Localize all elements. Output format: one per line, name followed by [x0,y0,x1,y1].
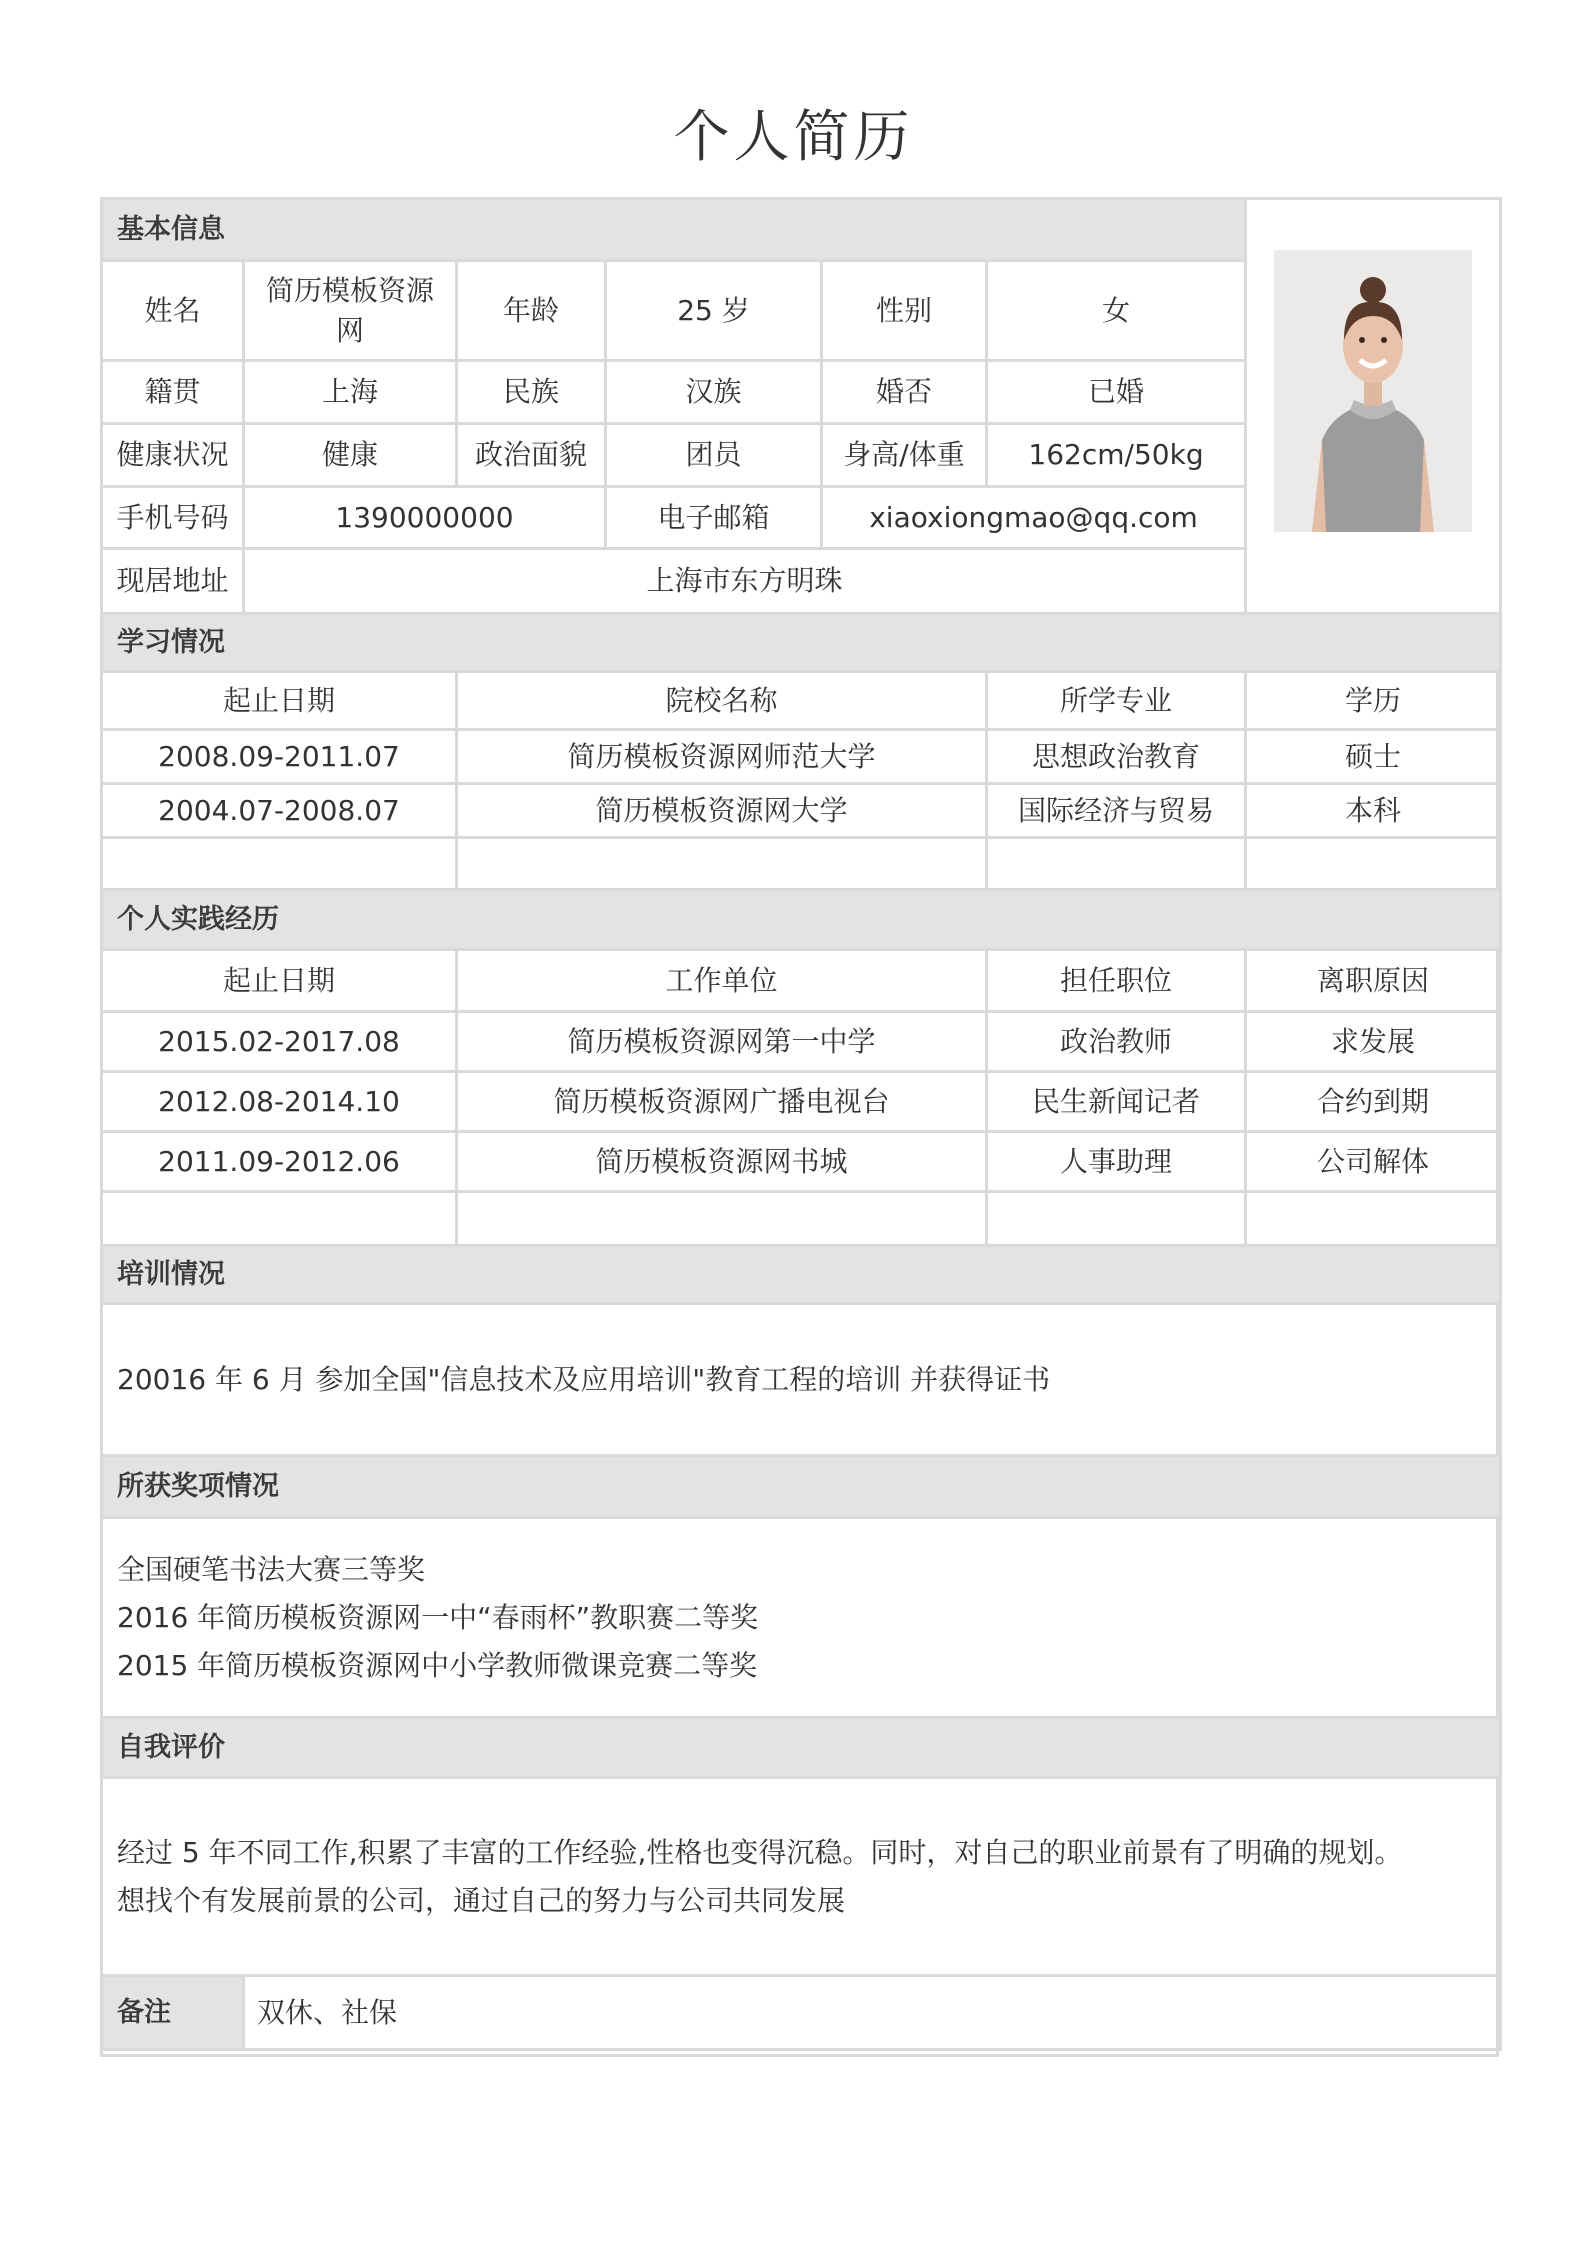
self-eval-line: 想找个有发展前景的公司，通过自己的努力与公司共同发展 [117,1883,846,1917]
practice-col-date: 起止日期 [102,950,457,1012]
self-eval-line: 经过 5 年不同工作,积累了丰富的工作经验,性格也变得沉稳。同时，对自己的职业前景有了明确的规划。 [117,1835,1403,1869]
table-row [102,1072,1501,1132]
practice-position: 政治教师 [987,1012,1246,1072]
education-degree: 硕士 [1246,730,1501,784]
age-label: 年龄 [457,261,606,361]
remark-value: 双休、社保 [244,1976,1501,2050]
self-eval-content-row [102,1778,1501,1976]
ethnicity-value: 汉族 [606,361,822,424]
health-label: 健康状况 [102,424,244,487]
award-item: 2016 年简历模板资源网一中“春雨杯”教职赛二等奖 [117,1600,759,1634]
address-label: 现居地址 [102,549,244,614]
self-eval-header: 自我评价 [102,1718,1501,1778]
awards-content-row [102,1518,1501,1718]
practice-employer: 简历模板资源网书城 [457,1132,987,1192]
ethnicity-label: 民族 [457,361,606,424]
education-major: 思想政治教育 [987,730,1246,784]
awards-header: 所获奖项情况 [102,1456,1501,1518]
table-row-empty [102,1192,1501,1246]
training-text: 20016 年 6 月 参加全国"信息技术及应用培训"教育工程的培训 并获得证书 [102,1304,1501,1456]
political-label: 政治面貌 [457,424,606,487]
basic-header-row [102,199,1501,261]
email-value: xiaoxiongmao@qq.com [822,487,1246,549]
practice-employer: 简历模板资源网第一中学 [457,1012,987,1072]
training-content-row [102,1304,1501,1456]
education-date: 2008.09-2011.07 [102,730,457,784]
training-header: 培训情况 [102,1246,1501,1304]
education-header: 学习情况 [102,614,1501,672]
practice-col-position: 担任职位 [987,950,1246,1012]
height-weight-value: 162cm/50kg [987,424,1246,487]
award-item: 2015 年简历模板资源网中小学教师微课竞赛二等奖 [117,1648,758,1682]
practice-reason: 公司解体 [1246,1132,1501,1192]
table-row [102,1132,1501,1192]
practice-position: 人事助理 [987,1132,1246,1192]
education-date: 2004.07-2008.07 [102,784,457,838]
marital-value: 已婚 [987,361,1246,424]
education-degree: 本科 [1246,784,1501,838]
practice-reason: 求发展 [1246,1012,1501,1072]
practice-date: 2012.08-2014.10 [102,1072,457,1132]
practice-header: 个人实践经历 [102,890,1501,950]
table-row [102,784,1501,838]
empty-cell [1246,838,1501,890]
page-title: 个人简历 [673,105,914,170]
practice-employer: 简历模板资源网广播电视台 [457,1072,987,1132]
education-major: 国际经济与贸易 [987,784,1246,838]
remark-row [102,1976,1501,2050]
health-value: 健康 [244,424,457,487]
practice-position: 民生新闻记者 [987,1072,1246,1132]
gender-label: 性别 [822,261,987,361]
award-item: 全国硬笔书法大赛三等奖 [117,1552,426,1586]
education-col-major: 所学专业 [987,672,1246,730]
education-columns-row [102,672,1501,730]
resume-table [100,197,1502,2051]
awards-list [102,1518,1501,1718]
practice-columns-row [102,950,1501,1012]
name-value: 简历模板资源网 [244,261,457,361]
political-value: 团员 [606,424,822,487]
practice-header-row [102,890,1501,950]
email-label: 电子邮箱 [606,487,822,549]
table-row [102,1012,1501,1072]
table-row-empty [102,838,1501,890]
practice-date: 2011.09-2012.06 [102,1132,457,1192]
phone-value: 1390000000 [244,487,606,549]
empty-cell [102,1192,457,1246]
hometown-value: 上海 [244,361,457,424]
name-label: 姓名 [102,261,244,361]
empty-cell [102,838,457,890]
practice-date: 2015.02-2017.08 [102,1012,457,1072]
self-eval-header-row [102,1718,1501,1778]
training-header-row [102,1246,1501,1304]
empty-cell [457,838,987,890]
profile-photo-image [1274,250,1472,532]
empty-cell [1246,1192,1501,1246]
education-school: 简历模板资源网师范大学 [457,730,987,784]
profile-photo [1274,250,1472,532]
photo-cell [1246,199,1501,614]
remark-label: 备注 [102,1976,244,2050]
awards-header-row [102,1456,1501,1518]
gender-value: 女 [987,261,1246,361]
basic-info-header: 基本信息 [102,199,1246,261]
height-weight-label: 身高/体重 [822,424,987,487]
phone-label: 手机号码 [102,487,244,549]
empty-cell [457,1192,987,1246]
empty-cell [987,1192,1246,1246]
age-value: 25 岁 [606,261,822,361]
address-value: 上海市东方明珠 [244,549,1246,614]
hometown-label: 籍贯 [102,361,244,424]
self-eval-text [102,1778,1501,1976]
education-col-degree: 学历 [1246,672,1501,730]
education-col-school: 院校名称 [457,672,987,730]
practice-reason: 合约到期 [1246,1072,1501,1132]
practice-col-employer: 工作单位 [457,950,987,1012]
education-school: 简历模板资源网大学 [457,784,987,838]
empty-cell [987,838,1246,890]
table-row [102,730,1501,784]
education-header-row [102,614,1501,672]
education-col-date: 起止日期 [102,672,457,730]
marital-label: 婚否 [822,361,987,424]
practice-col-reason: 离职原因 [1246,950,1501,1012]
